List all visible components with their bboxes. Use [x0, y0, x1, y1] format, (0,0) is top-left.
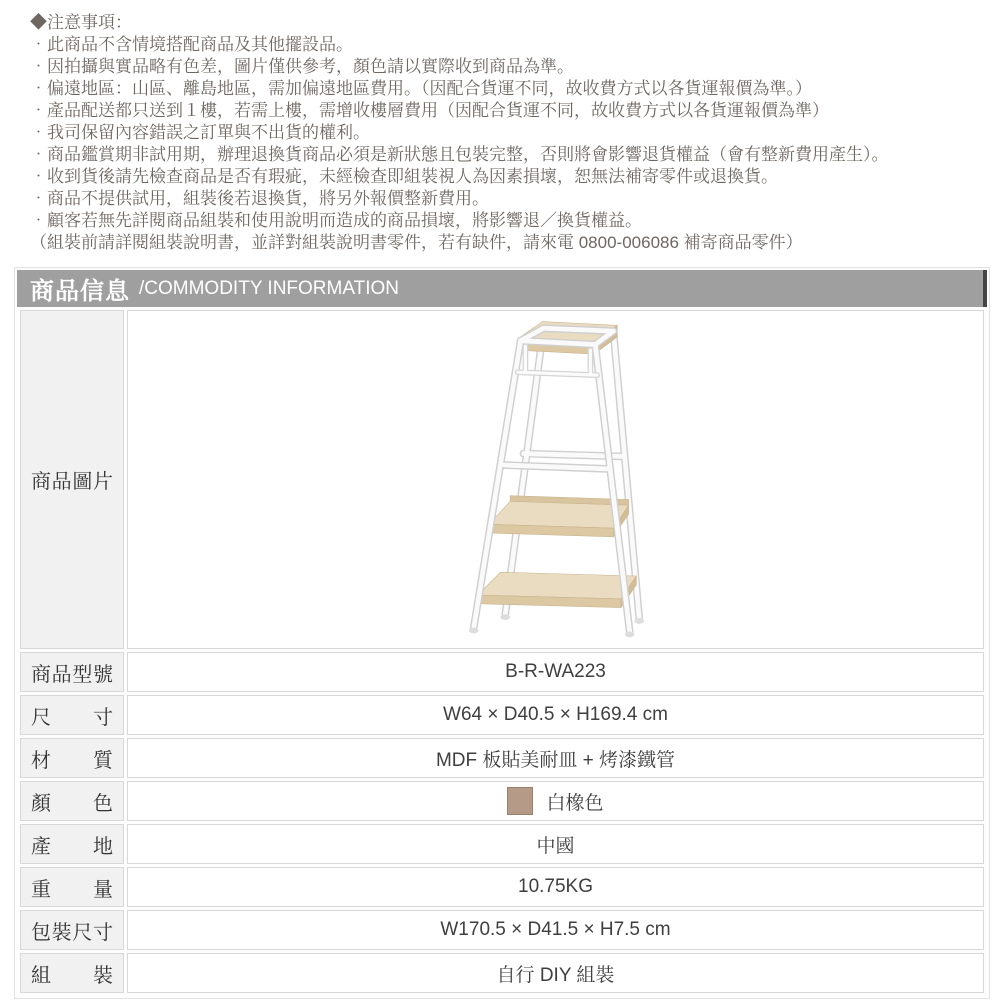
notice-line: ‧商品鑑賞期非試用期，辦理退換貨商品必須是新狀態且包裝完整，否則將會影響退貨權益（會有整新費用產生）。	[30, 145, 889, 164]
value-material: MDF 板貼美耐皿 + 烤漆鐵管	[127, 738, 984, 778]
notice-section	[0, 0, 1000, 254]
row-package-size	[20, 910, 984, 950]
label-weight: 重 量	[31, 878, 113, 901]
row-weight	[20, 867, 984, 907]
value-package-size: W170.5 × D41.5 × H7.5 cm	[127, 910, 984, 950]
notice-line: ‧產品配送都只送到１樓，若需上樓，需增收樓層費用（因配合貨運不同，故收費方式以各貨運報價為準）	[30, 101, 829, 120]
notice-line: （組裝前請詳閱組裝說明書，並詳對組裝說明書零件，若有缺件，請來電 0800-006086 補寄商品零件）	[30, 233, 803, 252]
row-origin	[20, 824, 984, 864]
row-material	[20, 738, 984, 778]
value-dimensions: W64 × D40.5 × H169.4 cm	[127, 695, 984, 735]
label-package-size: 包 裝 尺 寸	[31, 921, 113, 944]
commodity-info-panel	[14, 267, 990, 999]
notice-line: ‧偏遠地區：山區、離島地區，需加偏遠地區費用。（因配合貨運不同，故收費方式以各貨運報價為準。）	[30, 79, 812, 98]
label-color: 顏 色	[31, 792, 113, 815]
value-weight: 10.75KG	[127, 867, 984, 907]
product-spec-table	[17, 307, 987, 996]
row-assembly	[20, 953, 984, 993]
product-image-cell	[127, 310, 984, 649]
value-color	[128, 787, 983, 815]
label-origin: 產 地	[31, 835, 113, 858]
value-origin: 中國	[127, 824, 984, 864]
label-assembly: 組 裝	[31, 964, 113, 987]
header-title-en: /COMMODITY INFORMATION	[139, 277, 400, 299]
commodity-info-header	[17, 270, 987, 307]
label-product-image: 商 品 圖 片	[20, 310, 124, 649]
label-material: 材 質	[31, 749, 113, 772]
color-name: 白橡色	[546, 792, 604, 814]
label-product-model: 商 品 型 號	[31, 663, 113, 686]
header-title-zh: 商品信息	[30, 278, 130, 305]
row-product-model	[20, 652, 984, 692]
row-dimensions	[20, 695, 984, 735]
notice-line: ‧此商品不含情境搭配商品及其他擺設品。	[30, 35, 353, 54]
notice-title: ◆注意事項：	[30, 13, 132, 32]
notice-line: ‧商品不提供試用，組裝後若退換貨，將另外報價整新費用。	[30, 189, 489, 208]
row-color	[20, 781, 984, 821]
notice-line: ‧顧客若無先詳閱商品組裝和使用說明而造成的商品損壞，將影響退／換貨權益。	[30, 211, 642, 230]
row-product-image	[20, 310, 984, 649]
notice-list	[30, 34, 990, 254]
product-image	[449, 312, 663, 642]
value-assembly: 自行 DIY 組裝	[127, 953, 984, 993]
notice-line: ‧我司保留內容錯誤之訂單與不出貨的權利。	[30, 123, 370, 142]
color-swatch	[507, 787, 533, 815]
label-dimensions: 尺 寸	[31, 706, 113, 729]
notice-line: ‧收到貨後請先檢查商品是否有瑕疵，未經檢查即組裝視人為因素損壞，恕無法補寄零件或退換貨。	[30, 167, 778, 186]
notice-line: ‧因拍攝與實品略有色差，圖片僅供參考，顏色請以實際收到商品為準。	[30, 57, 574, 76]
value-product-model: B-R-WA223	[127, 652, 984, 692]
